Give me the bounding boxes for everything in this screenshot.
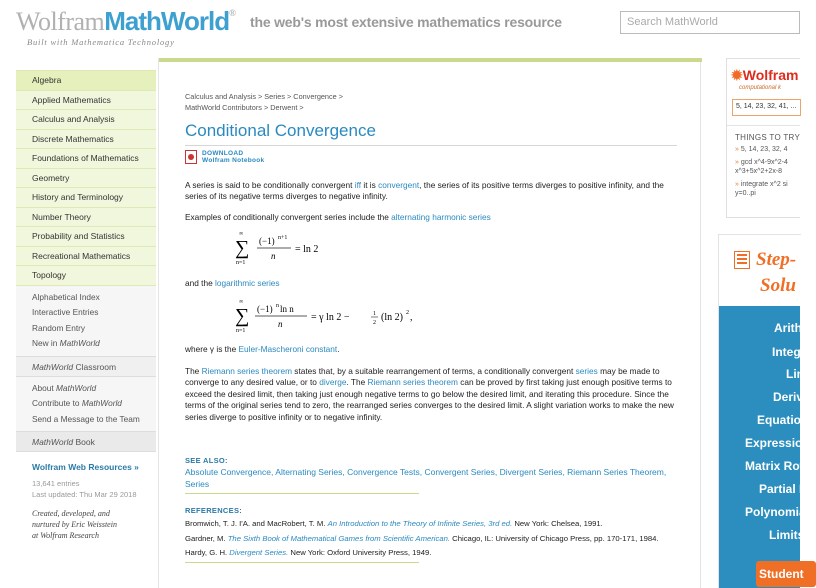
step-by-step-header [719,234,801,306]
step-item-polynomials[interactable]: Polynomial [745,505,810,519]
diverge-link[interactable]: diverge [319,377,347,388]
eq2-sum-bottom: n=1 [236,328,246,334]
convergent-link[interactable]: convergent [378,180,420,190]
see-also-divider [185,493,419,494]
new-in-mathworld-link[interactable] [16,336,156,352]
credit-line-1: Created, developed, and [32,509,110,518]
eq2-numerator: (−1) [257,304,273,314]
site-stats [16,472,156,500]
new-in-prefix: New in [32,338,60,348]
eq2-rhs-a: = γ ln 2 − [311,312,350,323]
random-entry-link[interactable]: Random Entry [32,322,86,333]
wa-subtitle: computational k [739,85,782,91]
equation-logarithmic [235,294,475,336]
reference-3-title[interactable]: Divergent Series. [229,548,289,558]
step-by-step-ad[interactable] [718,234,812,588]
paragraph-gamma [185,344,677,355]
wolfram-alpha-logo[interactable] [731,67,798,84]
nav-topic-foundations[interactable]: Foundations of Mathematics [16,149,156,169]
eq1-rhs: = ln 2 [295,244,319,255]
nav-topic-probability[interactable]: Probability and Statistics [16,227,156,247]
eq2-sum: ∑ [235,305,250,327]
references-section [185,506,677,563]
paragraph-riemann [185,366,677,423]
bullet-icon: » [735,146,741,153]
text: A series is said to be conditionally convergent [185,180,355,190]
breadcrumb-line-2[interactable]: MathWorld Contributors > Derwent > [185,102,304,112]
see-also-series[interactable]: Series [185,479,210,489]
article [185,92,677,558]
notepad-icon [734,251,750,269]
credit-line-3: at Wolfram Research [32,531,99,540]
student-button[interactable]: Student [756,561,816,587]
see-also-absolute-convergence[interactable]: Absolute Convergence [185,467,272,477]
text: where γ is the [185,344,239,354]
book-suffix: Book [73,437,95,447]
send-message-link[interactable]: Send a Message to the Team [32,413,140,424]
nav-topic-recreational[interactable]: Recreational Mathematics [16,247,156,267]
step-title-2: Solu [760,275,796,296]
download-line-1: DOWNLOAD [202,149,244,157]
topic-menu [16,70,156,286]
text: integrate x^2 si [740,180,788,188]
about-links [16,377,156,433]
text: can be proved by first taking just enough positive terms to exceed the desired limit, then taking just enough negative terms to go below the desired limit, and iterating this procedure. Since the terms of the original series tend to zero, the rearranged series converges to the desired limit. A slight variation works to make the new series diverge to positive infinity or to negative infinity. [185,377,674,422]
see-also-list: Absolute Convergence, Alternating Series, Convergence Tests, Convergent Series, Divergent Series, Riemann Series Theorem, Series [185,467,667,489]
notebook-icon [185,150,197,164]
equation-alternating-harmonic [235,226,435,268]
text: . [337,344,340,354]
page-title: Conditional Convergence [185,121,376,140]
eq2-half-denominator: 2 [373,320,376,326]
mathworld-logo[interactable] [16,6,235,37]
right-sidebar [718,58,812,588]
eq2-numerator-tail: ln n [280,304,294,314]
eq1-denominator: n [271,251,276,261]
try-example-2[interactable] [727,155,800,177]
see-also-alternating-series[interactable]: Alternating Series [275,467,343,477]
step-item-derivatives[interactable]: Deriv [773,390,804,404]
things-to-try-heading: THINGS TO TRY [735,133,801,142]
logo-mathworld-text: MathWorld [104,6,230,36]
reference-1 [185,519,677,530]
text: , the series of its positive terms diverges to positive infinity, and the series of its negative terms diverges to negative infinity. [185,180,664,202]
riemann-series-theorem-link-2[interactable]: Riemann series theorem [367,377,458,388]
interactive-entries-link[interactable]: Interactive Entries [32,307,99,317]
see-also-riemann-series-theorem[interactable]: Riemann Series Theorem [567,467,664,477]
download-line-2: Wolfram Notebook [202,157,265,164]
see-also-heading: SEE ALSO: [185,456,228,465]
alternating-harmonic-series-link[interactable]: alternating harmonic series [391,212,491,222]
eq1-sum-bottom: n=1 [236,260,246,266]
step-item-expressions[interactable]: Expression [745,436,810,450]
riemann-series-theorem-link[interactable]: Riemann series theorem [201,366,292,376]
see-also-convergent-series[interactable]: Convergent Series [424,467,495,477]
eq2-numerator-exponent: n [276,303,279,309]
see-also-section [185,456,677,494]
site-credit [16,500,156,541]
text: The [185,366,202,376]
wa-logo-text: Wolfram [742,67,799,83]
nav-topic-topology[interactable]: Topology [16,266,156,286]
text: and the [185,278,215,288]
bullet-icon: » [735,158,741,166]
left-navigation [16,70,156,588]
eq1-sum: ∑ [235,237,250,259]
wolfram-alpha-widget [726,58,800,218]
step-item-partial-fractions[interactable]: Partial Fr [759,482,812,496]
step-item-linear[interactable]: Lin [786,367,804,381]
references-divider [185,562,419,563]
series-link[interactable]: series [575,366,598,376]
wolfram-star-icon: ✹ [731,67,743,83]
reference-3 [185,548,677,559]
text: New York: Oxford University Press, 1949. [288,548,432,558]
see-also-divergent-series[interactable]: Divergent Series [499,467,563,477]
header [0,0,800,60]
title-divider [185,145,677,146]
contribute-italic: MathWorld [81,398,122,408]
built-with-text: Built with Mathematica Technology [27,37,175,47]
breadcrumb [185,92,677,113]
index-links [16,286,156,357]
eq2-rhs-b: (ln 2) [381,312,403,323]
eq2-half-numerator: 1 [373,311,376,317]
text: New York: Chelsea, 1991. [512,519,603,528]
nav-topic-discrete-mathematics[interactable]: Discrete Mathematics [16,130,156,150]
step-item-equations[interactable]: Equation [757,413,809,427]
main-top-bar [159,58,702,62]
about-mathworld-link[interactable] [16,381,156,397]
wolfram-web-resources-link[interactable]: Wolfram Web Resources » [32,462,139,472]
eq1-sum-top: ∞ [239,231,244,237]
text: Gardner, M. [185,533,228,543]
text: may be made to converge to any desired value, or to [185,366,660,388]
logo-tm: ® [229,8,236,18]
text: Chicago, IL: University of Chicago Press, pp. 170-171, 1984. [450,533,659,543]
download-notebook-button[interactable] [185,149,677,165]
step-item-arithmetic[interactable]: Arith [774,321,802,335]
last-updated: Last updated: Thu Mar 29 2018 [32,490,137,499]
logo-wolfram-text: Wolfram [16,7,105,36]
paragraph-logarithmic [185,278,677,289]
book-italic: MathWorld [32,437,74,447]
nav-topic-calculus-and-analysis[interactable]: Calculus and Analysis [16,110,156,130]
site-tagline: the web's most extensive mathematics resource [250,14,562,30]
nav-topic-algebra[interactable]: Algebra [16,71,156,91]
try-example-1[interactable] [727,142,800,155]
text: it is [361,180,379,190]
reference-1-title[interactable]: An Introduction to the Theory of Infinite Series, 3rd ed. [327,519,513,528]
breadcrumb-line-1[interactable]: Calculus and Analysis > Series > Convergence > [185,92,343,101]
new-in-italic: MathWorld [59,338,100,348]
about-prefix: About [32,382,56,393]
eq1-numerator: (−1) [259,236,275,246]
reference-2-title[interactable]: The Sixth Book of Mathematical Games from Scientific American. [227,533,451,543]
text: gcd x^4-9x^2-4 [740,158,788,166]
entry-count: 13,641 entries [32,479,80,488]
text: . The [346,377,368,388]
contribute-link[interactable] [16,396,156,412]
text: x^3+5x^2+2x-8 [735,168,783,175]
wolfram-alpha-input[interactable]: 5, 14, 23, 32, 41, ... [732,99,801,116]
euler-mascheroni-link[interactable]: Euler-Mascheroni constant [238,344,338,354]
step-item-matrix-row[interactable]: Matrix Row [745,459,810,473]
download-label [202,150,264,165]
references-heading: REFERENCES: [185,506,243,515]
eq1-numerator-exponent: n+1 [278,235,288,241]
logarithmic-series-link[interactable]: logarithmic series [215,278,280,288]
step-item-integrals[interactable]: Integ [772,345,801,359]
step-title-1: Step- [756,249,797,270]
bullet-icon: » [735,180,741,188]
contribute-prefix: Contribute to [32,398,82,408]
eq2-rhs-comma: , [410,312,413,323]
nav-topic-applied-mathematics[interactable]: Applied Mathematics [16,91,156,111]
eq2-rhs-exponent: 2 [406,310,409,316]
wolfram-alpha-header [727,59,800,126]
alphabetical-index-link[interactable]: Alphabetical Index [32,291,100,302]
credit-line-2: nurtured by Eric Weisstein [32,520,117,529]
reference-2 [185,534,677,545]
classroom-italic: MathWorld [32,361,74,372]
iff-link[interactable]: iff [354,180,362,190]
nav-topic-geometry[interactable]: Geometry [16,169,156,189]
text: y=0..pi [735,190,756,197]
mathworld-book-link[interactable] [16,432,156,452]
text: Hardy, G. H. [185,548,230,558]
try-example-3[interactable] [727,177,800,199]
eq2-denominator: n [278,319,283,329]
nav-topic-number-theory[interactable]: Number Theory [16,208,156,228]
classroom-link[interactable] [16,357,156,377]
nav-topic-history[interactable]: History and Terminology [16,188,156,208]
about-italic: MathWorld [56,382,97,393]
text: Bromwich, T. J. I'A. and MacRobert, T. M. [185,519,328,528]
paragraph-examples [185,212,677,223]
eq2-sum-top: ∞ [239,299,244,305]
step-item-limits[interactable]: Limits [769,528,805,542]
text: 5, 14, 23, 32, 4 [740,146,788,153]
main-content [158,58,701,588]
paragraph-definition [185,180,677,203]
text: states that, by a suitable rearrangement of terms, a conditionally convergent [292,366,576,376]
classroom-suffix: Classroom [73,361,117,372]
search-input[interactable]: Search MathWorld [620,11,800,34]
text: Examples of conditionally convergent series include the [185,212,392,222]
see-also-convergence-tests[interactable]: Convergence Tests [347,467,420,477]
